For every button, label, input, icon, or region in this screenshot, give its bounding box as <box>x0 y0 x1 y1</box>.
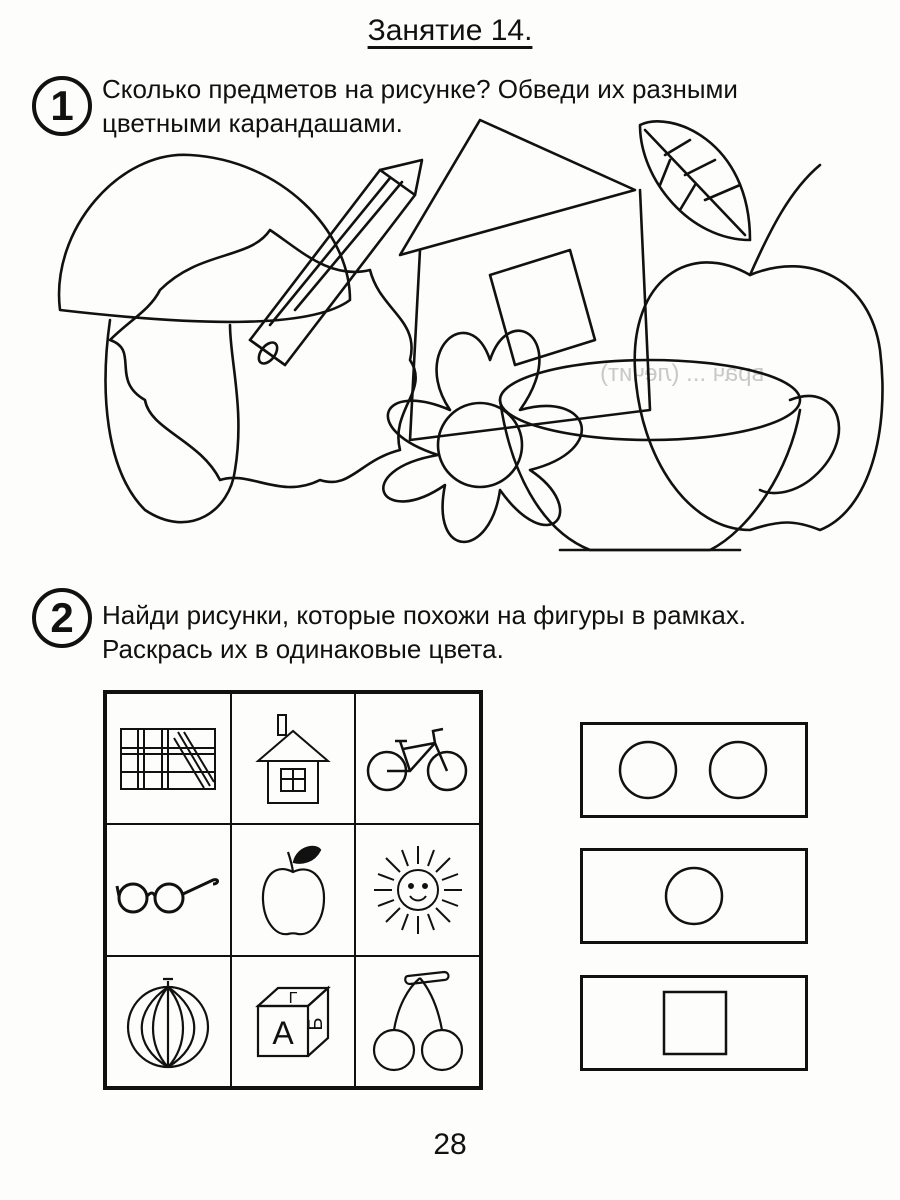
grid-cell-window[interactable] <box>106 693 231 824</box>
grid-cell-cube[interactable] <box>231 956 356 1087</box>
mushroom-stem-outline <box>106 320 239 522</box>
overlapping-objects-picture <box>50 110 890 580</box>
picture-grid <box>103 690 483 1090</box>
cube-letter-top: Г <box>288 990 298 1008</box>
pencil-outline <box>250 160 422 367</box>
frame-circle-left <box>620 742 676 798</box>
frame-circle-center <box>666 868 722 924</box>
house-outline <box>400 120 650 440</box>
task-2-number: 2 <box>32 588 92 648</box>
letter-cube-icon <box>248 976 338 1066</box>
bicycle-icon <box>365 721 470 796</box>
sun-icon <box>368 840 468 940</box>
task-2-line-2: Раскрась их в одинаковые цвета. <box>102 634 504 664</box>
grid-cell-watermelon[interactable] <box>106 956 231 1087</box>
shape-frame-square <box>580 975 808 1071</box>
apple-icon <box>258 840 328 940</box>
apple-outline <box>635 121 883 530</box>
cube-letter-side: Б <box>304 1017 327 1031</box>
page-title: Занятие 14. <box>367 14 533 47</box>
bleed-through-text: врач ... (лечит) <box>600 360 765 387</box>
task-1-line-2: цветными карандашами. <box>102 108 403 138</box>
task-2-line-1: Найди рисунки, которые похожи на фигуры в рамках. <box>102 600 747 630</box>
shape-frame-two-circles <box>580 722 808 818</box>
task-1-number: 1 <box>32 76 92 136</box>
task-2-instruction <box>102 598 746 666</box>
frame-square <box>664 992 726 1054</box>
grid-cell-house[interactable] <box>231 693 356 824</box>
grid-cell-cherries[interactable] <box>355 956 480 1087</box>
window-frame-icon <box>118 724 218 794</box>
grid-cell-apple[interactable] <box>231 824 356 955</box>
grid-cell-glasses[interactable] <box>106 824 231 955</box>
house-icon <box>248 711 338 806</box>
leaf-wavy-outline <box>110 230 416 487</box>
frame-circle-right <box>710 742 766 798</box>
glasses-icon <box>113 860 223 920</box>
task-1-line-1: Сколько предметов на рисунке? Обведи их разными <box>102 74 738 104</box>
grid-cell-sun[interactable] <box>355 824 480 955</box>
cube-letter-front: А <box>272 1015 294 1052</box>
page-number: 28 <box>433 1128 467 1161</box>
cherries-icon <box>368 966 468 1076</box>
grid-cell-bicycle[interactable] <box>355 693 480 824</box>
shape-frame-one-circle <box>580 848 808 944</box>
watermelon-icon <box>123 971 213 1071</box>
